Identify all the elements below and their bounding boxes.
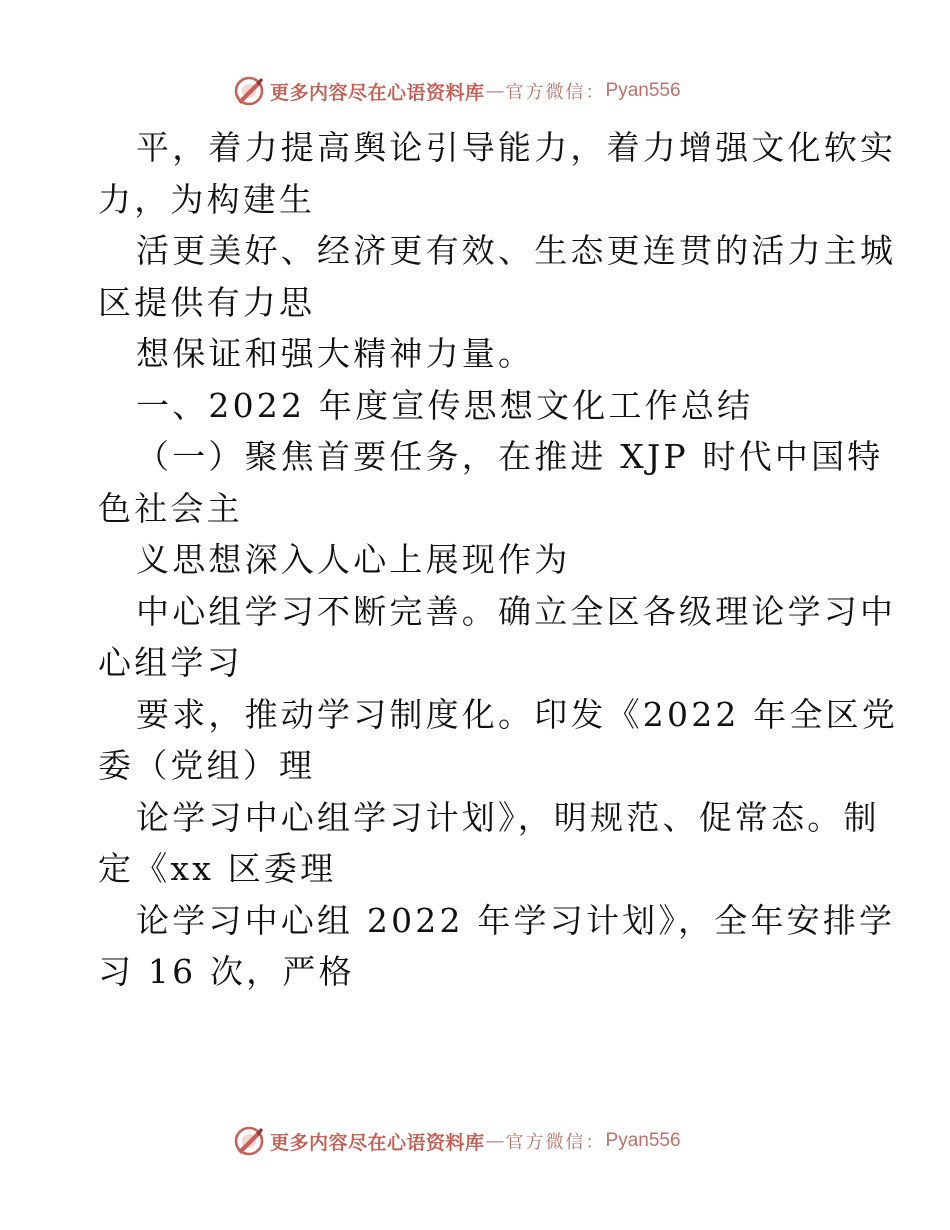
text-line: 论学习中心组学习计划》，明规范、促常态。制 <box>136 797 880 837</box>
watermark-official-label: 官方微信： <box>505 82 606 103</box>
watermark-wechat-id: Pyan556 <box>605 80 681 101</box>
logo-icon <box>232 74 266 108</box>
text-line: 定《xx 区委理 <box>98 849 337 888</box>
text-line: 活更美好、经济更有效、生态更连贯的活力主城 <box>136 231 897 270</box>
footer-watermark <box>232 1124 681 1158</box>
watermark-dash: — <box>485 80 505 102</box>
watermark-title: 更多内容尽在心语资料库 <box>270 81 485 104</box>
text-line: 习 16 次，严格 <box>98 952 355 991</box>
text-line: （一）聚焦首要任务，在推进 XJP 时代中国特 <box>136 437 884 476</box>
text-line: 区提供有力思 <box>98 282 316 322</box>
text-line: 中心组学习不断完善。确立全区各级理论学习中 <box>136 591 897 631</box>
text-line: 要求，推动学习制度化。印发《2022 年全区党 <box>136 694 899 734</box>
text-line: 一、2022 年度宣传思想文化工作总结 <box>136 385 754 425</box>
watermark-title: 更多内容尽在心语资料库 <box>270 1131 485 1154</box>
text-line: 想保证和强大精神力量。 <box>136 334 535 373</box>
logo-icon <box>232 1124 266 1158</box>
header-watermark <box>232 74 681 108</box>
watermark-wechat-id: Pyan556 <box>605 1130 681 1151</box>
text-line: 力，为构建生 <box>98 179 316 219</box>
text-line: 委（党组）理 <box>98 746 316 785</box>
text-line: 平，着力提高舆论引导能力，着力增强文化软实 <box>136 128 897 167</box>
document-body <box>98 122 899 998</box>
watermark-dash: — <box>485 1130 505 1152</box>
text-line: 色社会主 <box>98 488 243 528</box>
watermark-official-label: 官方微信： <box>505 1132 606 1153</box>
text-line: 论学习中心组 2022 年学习计划》，全年安排学 <box>136 900 896 940</box>
text-line: 心组学习 <box>98 643 243 682</box>
text-line: 义思想深入人心上展现作为 <box>136 540 571 579</box>
